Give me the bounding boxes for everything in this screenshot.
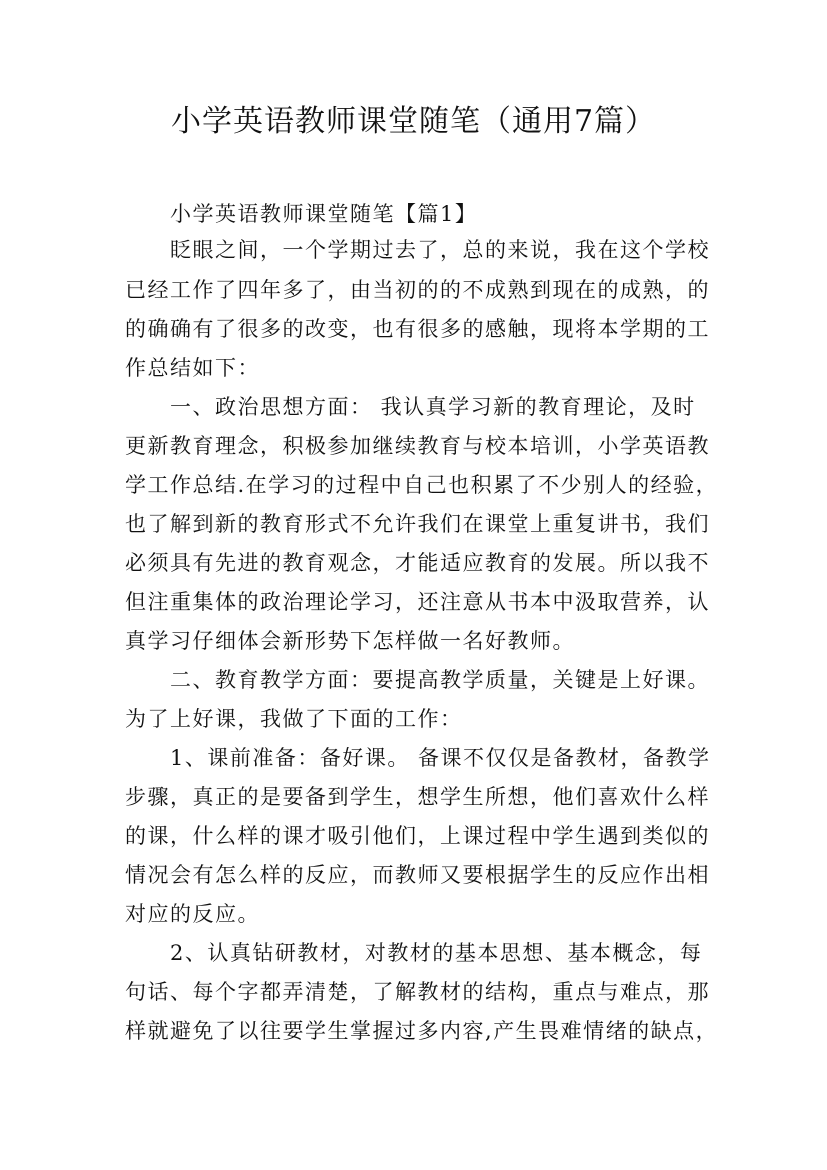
document-title: 小学英语教师课堂随笔（通用7篇） bbox=[170, 104, 657, 139]
paragraph-line: 对应的反应。 bbox=[125, 902, 260, 926]
paragraph-line: 必须具有先进的教育观念，才能适应教育的发展。所以我不 bbox=[125, 551, 710, 575]
paragraph-line: 但注重集体的政治理论学习，还注意从书本中汲取营养，认 bbox=[125, 590, 710, 614]
paragraph-line: 更新教育理念，积极参加继续教育与校本培训，小学英语教 bbox=[125, 434, 710, 458]
paragraph-line: 也了解到新的教育形式不允许我们在课堂上重复讲书，我们 bbox=[125, 512, 710, 536]
paragraph-line: 已经工作了四年多了，由当初的的不成熟到现在的成熟，的 bbox=[125, 278, 710, 302]
paragraph-line: 步骤，真正的是要备到学生，想学生所想，他们喜欢什么样 bbox=[125, 785, 710, 809]
paragraph-line: 一、政治思想方面： 我认真学习新的教育理论，及时 bbox=[170, 395, 696, 419]
paragraph-line: 1、课前准备：备好课。 备课不仅仅是备教材，备教学 bbox=[170, 746, 711, 770]
paragraph-line: 学工作总结.在学习的过程中自己也积累了不少别人的经验， bbox=[125, 473, 719, 497]
paragraph-line: 句话、每个字都弄清楚，了解教材的结构，重点与难点，那 bbox=[125, 980, 710, 1004]
paragraph-line: 2、认真钻研教材，对教材的基本思想、基本概念，每 bbox=[170, 941, 703, 965]
paragraph-line: 的确确有了很多的改变，也有很多的感触，现将本学期的工 bbox=[125, 317, 710, 341]
paragraph-line: 作总结如下： bbox=[125, 356, 260, 380]
paragraph-line: 二、教育教学方面：要提高教学质量，关键是上好课。 bbox=[170, 668, 710, 692]
paragraph-line: 样就避免了以往要学生掌握过多内容,产生畏难情绪的缺点， bbox=[125, 1019, 719, 1043]
paragraph-line: 眨眼之间，一个学期过去了，总的来说，我在这个学校 bbox=[170, 238, 710, 262]
paragraph-line: 的课，什么样的课才吸引他们，上课过程中学生遇到类似的 bbox=[125, 824, 710, 848]
section-heading: 小学英语教师课堂随笔【篇1】 bbox=[170, 202, 478, 226]
paragraph-line: 真学习仔细体会新形势下怎样做一名好教师。 bbox=[125, 629, 575, 653]
paragraph-line: 为了上好课，我做了下面的工作： bbox=[125, 707, 463, 731]
paragraph-line: 情况会有怎么样的反应，而教师又要根据学生的反应作出相 bbox=[125, 863, 710, 887]
